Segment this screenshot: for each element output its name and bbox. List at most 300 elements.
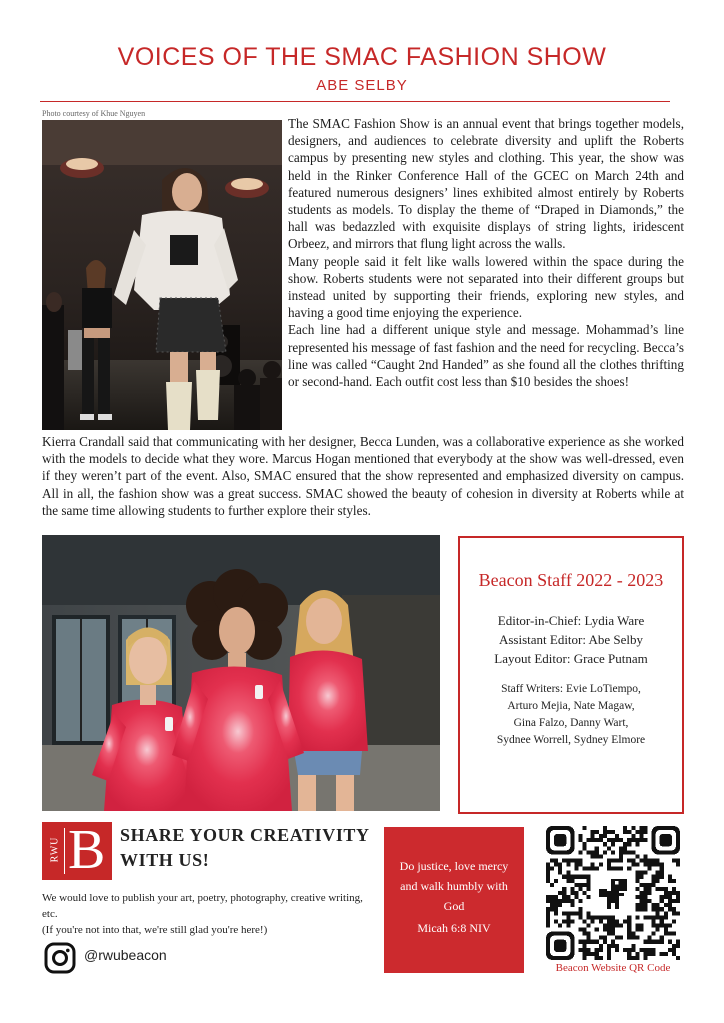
- qr-module: [672, 879, 676, 883]
- qr-module: [607, 915, 611, 919]
- qr-module: [664, 891, 668, 895]
- qr-module: [676, 944, 680, 948]
- qr-caption: Beacon Website QR Code: [555, 962, 671, 974]
- qr-module: [599, 944, 603, 948]
- article-paragraph-2: Many people said it felt like walls lowered within the space during the show. Roberts students were not separated into their different groups but instead united by supporting their friends, exploring new styles, and having a good time enjoying the experience.: [288, 253, 684, 321]
- qr-module: [648, 891, 652, 895]
- qr-module: [595, 940, 599, 944]
- qr-module: [591, 838, 595, 842]
- qr-module: [615, 919, 619, 923]
- qr-module: [635, 936, 639, 940]
- qr-module: [648, 863, 652, 867]
- share-title-line-2: WITH US!: [120, 850, 210, 870]
- qr-module: [554, 919, 558, 923]
- qr-module: [583, 919, 587, 923]
- qr-module: [570, 911, 574, 915]
- qr-module: [615, 936, 619, 940]
- qr-module: [562, 911, 566, 915]
- qr-module: [619, 838, 623, 842]
- qr-module: [558, 867, 562, 871]
- qr-module: [566, 915, 570, 919]
- qr-module: [546, 867, 550, 871]
- qr-module: [595, 952, 599, 956]
- qr-module: [591, 915, 595, 919]
- verse-reference: Micah 6:8 NIV: [417, 921, 491, 935]
- qr-module: [660, 863, 664, 867]
- verse-text: Do justice, love mercy and walk humbly with God: [399, 859, 509, 913]
- qr-module: [607, 838, 611, 842]
- qr-module: [583, 891, 587, 895]
- qr-module: [603, 830, 607, 834]
- qr-module: [643, 883, 647, 887]
- qr-module: [603, 923, 607, 927]
- qr-module: [562, 895, 566, 899]
- qr-module: [595, 850, 599, 854]
- qr-module: [550, 895, 554, 899]
- staff-writers-line: Sydnee Worrell, Sydney Elmore: [496, 734, 646, 746]
- qr-module: [676, 891, 680, 895]
- qr-module: [619, 854, 623, 858]
- qr-module: [635, 842, 639, 846]
- qr-module: [672, 948, 676, 952]
- qr-module: [672, 899, 676, 903]
- qr-module: [546, 871, 550, 875]
- qr-module: [660, 915, 664, 919]
- qr-module: [574, 883, 578, 887]
- qr-module: [595, 928, 599, 932]
- qr-module: [672, 911, 676, 915]
- qr-module: [643, 907, 647, 911]
- qr-module: [639, 875, 643, 879]
- qr-module: [574, 867, 578, 871]
- qr-module: [643, 826, 647, 830]
- qr-module: [550, 867, 554, 871]
- qr-module: [639, 903, 643, 907]
- runway-photo: [42, 120, 282, 430]
- qr-module: [643, 863, 647, 867]
- qr-module: [550, 903, 554, 907]
- qr-module: [627, 932, 631, 936]
- qr-module: [611, 830, 615, 834]
- qr-module: [660, 875, 664, 879]
- qr-code[interactable]: [546, 826, 680, 960]
- qr-module: [587, 883, 591, 887]
- qr-module: [639, 838, 643, 842]
- share-body-line-1: We would love to publish your art, poetry, photography, creative writing, etc.: [42, 892, 363, 920]
- qr-module: [652, 879, 656, 883]
- qr-module: [578, 863, 582, 867]
- qr-module: [546, 895, 550, 899]
- qr-module: [562, 875, 566, 879]
- qr-module: [643, 952, 647, 956]
- qr-module: [643, 887, 647, 891]
- qr-module: [591, 834, 595, 838]
- instagram-handle[interactable]: @rwubeacon: [84, 947, 167, 963]
- qr-module: [664, 887, 668, 891]
- qr-module: [595, 846, 599, 850]
- assistant-editor: Assistant Editor: Abe Selby: [498, 632, 644, 647]
- qr-module: [615, 923, 619, 927]
- qr-module: [656, 879, 660, 883]
- qr-module: [672, 944, 676, 948]
- qr-module: [578, 911, 582, 915]
- qr-module: [652, 875, 656, 879]
- qr-module: [611, 932, 615, 936]
- qr-module: [566, 871, 570, 875]
- share-body-line-2: (If you're not into that, we're still glad you're here!): [42, 924, 268, 936]
- qr-module: [595, 854, 599, 858]
- qr-module: [652, 952, 656, 956]
- qr-module: [583, 846, 587, 850]
- qr-module: [591, 940, 595, 944]
- qr-module: [664, 952, 668, 956]
- qr-module: [607, 944, 611, 948]
- qr-module: [639, 891, 643, 895]
- qr-module: [615, 948, 619, 952]
- qr-module: [631, 944, 635, 948]
- qr-module: [558, 863, 562, 867]
- qr-module: [583, 826, 587, 830]
- qr-module: [615, 944, 619, 948]
- qr-module: [627, 936, 631, 940]
- qr-module: [652, 883, 656, 887]
- qr-module: [639, 834, 643, 838]
- qr-module: [587, 940, 591, 944]
- qr-module: [623, 830, 627, 834]
- qr-module: [656, 911, 660, 915]
- qr-module: [643, 899, 647, 903]
- qr-module: [578, 928, 582, 932]
- qr-module: [550, 907, 554, 911]
- qr-module: [656, 923, 660, 927]
- dino-icon: [595, 875, 632, 912]
- qr-module: [591, 830, 595, 834]
- qr-module: [554, 895, 558, 899]
- qr-module: [643, 858, 647, 862]
- qr-module: [619, 858, 623, 862]
- qr-module: [635, 863, 639, 867]
- qr-module: [574, 891, 578, 895]
- qr-module: [607, 830, 611, 834]
- qr-module: [676, 940, 680, 944]
- qr-module: [591, 952, 595, 956]
- qr-module: [574, 875, 578, 879]
- qr-module: [583, 842, 587, 846]
- qr-module: [595, 915, 599, 919]
- qr-module: [546, 923, 550, 927]
- qr-module: [550, 858, 554, 862]
- qr-module: [643, 940, 647, 944]
- qr-module: [583, 948, 587, 952]
- article-paragraph-3: Each line had a different unique style and message. Mohammad’s line represented his message of fast fashion and the need for recycling. Becca’s line was called “Caught 2nd Handed” as she found all the clothes thrifting or second-hand. Each outfit cost less than $10 besides the shoes!: [288, 322, 684, 390]
- qr-module: [578, 858, 582, 862]
- instagram-icon[interactable]: [44, 942, 76, 974]
- article-title: VOICES OF THE SMAC FASHION SHOW: [117, 43, 607, 71]
- qr-module: [574, 863, 578, 867]
- staff-editors: [460, 611, 682, 668]
- qr-module: [583, 883, 587, 887]
- qr-module: [635, 830, 639, 834]
- staff-writers-line: Arturo Mejia, Nate Magaw,: [507, 700, 635, 712]
- qr-module: [607, 956, 611, 960]
- qr-module: [656, 875, 660, 879]
- qr-module: [635, 903, 639, 907]
- qr-module: [652, 948, 656, 952]
- qr-module: [639, 895, 643, 899]
- qr-module: [648, 915, 652, 919]
- qr-module: [574, 895, 578, 899]
- qr-module: [591, 854, 595, 858]
- qr-module: [583, 952, 587, 956]
- staff-title: Beacon Staff 2022 - 2023: [478, 570, 664, 590]
- qr-module: [611, 850, 615, 854]
- qr-module: [639, 923, 643, 927]
- qr-module: [607, 867, 611, 871]
- verse-box: [384, 827, 524, 973]
- qr-module: [599, 863, 603, 867]
- qr-module: [615, 858, 619, 862]
- qr-module: [611, 858, 615, 862]
- qr-module: [668, 899, 672, 903]
- qr-module: [639, 830, 643, 834]
- qr-module: [619, 923, 623, 927]
- qr-module: [558, 923, 562, 927]
- qr-module: [643, 948, 647, 952]
- qr-module: [583, 928, 587, 932]
- qr-module: [607, 948, 611, 952]
- qr-module: [652, 940, 656, 944]
- qr-module: [652, 907, 656, 911]
- qr-module: [554, 863, 558, 867]
- qr-module: [656, 871, 660, 875]
- qr-module: [595, 956, 599, 960]
- share-title: [120, 823, 370, 873]
- qr-module: [578, 940, 582, 944]
- qr-module: [587, 932, 591, 936]
- qr-module: [587, 948, 591, 952]
- qr-module: [631, 936, 635, 940]
- qr-module: [648, 936, 652, 940]
- qr-module: [639, 858, 643, 862]
- qr-module: [668, 879, 672, 883]
- qr-module: [623, 919, 627, 923]
- qr-module: [603, 928, 607, 932]
- article-full-width: [42, 433, 684, 519]
- qr-module: [578, 834, 582, 838]
- qr-module: [570, 887, 574, 891]
- qr-module: [635, 952, 639, 956]
- qr-module: [562, 887, 566, 891]
- qr-module: [643, 838, 647, 842]
- qr-module: [570, 891, 574, 895]
- qr-module: [554, 899, 558, 903]
- qr-module: [566, 875, 570, 879]
- qr-module: [627, 830, 631, 834]
- qr-module: [595, 867, 599, 871]
- qr-module: [668, 948, 672, 952]
- qr-module: [652, 903, 656, 907]
- qr-module: [546, 899, 550, 903]
- qr-module: [635, 956, 639, 960]
- qr-module: [546, 875, 550, 879]
- qr-module: [587, 911, 591, 915]
- qr-module: [570, 879, 574, 883]
- editor-in-chief: Editor-in-Chief: Lydia Ware: [497, 613, 645, 628]
- qr-module: [558, 871, 562, 875]
- qr-module: [648, 883, 652, 887]
- qr-module: [623, 948, 627, 952]
- qr-module: [660, 895, 664, 899]
- qr-module: [562, 891, 566, 895]
- qr-module: [652, 932, 656, 936]
- qr-module: [587, 923, 591, 927]
- qr-module: [570, 903, 574, 907]
- qr-module: [631, 956, 635, 960]
- qr-module: [672, 907, 676, 911]
- qr-module: [676, 858, 680, 862]
- qr-module: [599, 936, 603, 940]
- qr-module: [664, 895, 668, 899]
- qr-module: [587, 915, 591, 919]
- qr-module: [566, 923, 570, 927]
- qr-module: [627, 867, 631, 871]
- qr-module: [611, 838, 615, 842]
- qr-module: [619, 846, 623, 850]
- qr-module: [656, 903, 660, 907]
- qr-module: [583, 867, 587, 871]
- qr-module: [627, 956, 631, 960]
- qr-module: [607, 863, 611, 867]
- qr-module: [635, 923, 639, 927]
- qr-module: [656, 907, 660, 911]
- qr-module: [599, 834, 603, 838]
- qr-module: [574, 911, 578, 915]
- qr-module: [587, 952, 591, 956]
- qr-module: [631, 850, 635, 854]
- qr-module: [607, 923, 611, 927]
- qr-module: [546, 911, 550, 915]
- qr-module: [578, 850, 582, 854]
- qr-module: [619, 850, 623, 854]
- qr-module: [587, 875, 591, 879]
- qr-module: [578, 838, 582, 842]
- qr-module: [603, 826, 607, 830]
- article-column: [288, 115, 684, 390]
- qr-module: [587, 879, 591, 883]
- qr-module: [643, 854, 647, 858]
- qr-module: [546, 915, 550, 919]
- qr-module: [643, 830, 647, 834]
- qr-module: [631, 826, 635, 830]
- qr-module: [578, 948, 582, 952]
- qr-module: [599, 948, 603, 952]
- qr-module: [660, 899, 664, 903]
- qr-module: [566, 899, 570, 903]
- article-author: ABE SELBY: [316, 77, 408, 94]
- qr-module: [603, 940, 607, 944]
- qr-module: [639, 883, 643, 887]
- qr-module: [587, 838, 591, 842]
- qr-module: [668, 907, 672, 911]
- qr-module: [639, 907, 643, 911]
- qr-module: [623, 850, 627, 854]
- qr-module: [676, 895, 680, 899]
- qr-module: [595, 830, 599, 834]
- rwu-logo: [42, 819, 112, 881]
- staff-box: [458, 536, 684, 814]
- qr-module: [578, 887, 582, 891]
- qr-module: [652, 923, 656, 927]
- qr-module: [676, 899, 680, 903]
- qr-module: [554, 879, 558, 883]
- qr-module: [587, 895, 591, 899]
- qr-module: [664, 923, 668, 927]
- qr-module: [627, 952, 631, 956]
- qr-module: [578, 883, 582, 887]
- staff-writers: [478, 681, 664, 749]
- qr-module: [643, 915, 647, 919]
- qr-module: [627, 842, 631, 846]
- qr-module: [615, 834, 619, 838]
- qr-module: [599, 915, 603, 919]
- qr-module: [611, 842, 615, 846]
- qr-module: [660, 923, 664, 927]
- qr-module: [570, 919, 574, 923]
- qr-module: [595, 838, 599, 842]
- qr-module: [615, 838, 619, 842]
- qr-module: [554, 858, 558, 862]
- rwu-logo-letter: B: [68, 819, 106, 881]
- qr-module: [550, 899, 554, 903]
- qr-module: [643, 956, 647, 960]
- qr-module: [635, 928, 639, 932]
- qr-module: [668, 940, 672, 944]
- qr-module: [639, 871, 643, 875]
- qr-module: [583, 875, 587, 879]
- staff-photo: [42, 535, 440, 811]
- qr-module: [599, 956, 603, 960]
- qr-module: [664, 932, 668, 936]
- layout-editor: Layout Editor: Grace Putnam: [494, 651, 648, 666]
- qr-module: [611, 867, 615, 871]
- qr-module: [607, 932, 611, 936]
- qr-module: [652, 919, 656, 923]
- qr-module: [566, 863, 570, 867]
- qr-module: [635, 875, 639, 879]
- qr-module: [603, 834, 607, 838]
- qr-module: [631, 948, 635, 952]
- qr-module: [578, 899, 582, 903]
- qr-module: [676, 863, 680, 867]
- qr-module: [672, 919, 676, 923]
- qr-module: [570, 899, 574, 903]
- qr-module: [587, 850, 591, 854]
- qr-module: [656, 915, 660, 919]
- qr-module: [546, 919, 550, 923]
- qr-module: [672, 932, 676, 936]
- article-paragraph-1: The SMAC Fashion Show is an annual event that brings together models, designers, and audiences to celebrate diversity and uplift the Roberts campus by presenting new styles and clothing. This year, the show was held in the Rinker Conference Hall of the GCEC on March 24th and featured numerous designers’ lines exhibited almost entirely by Roberts students as models. To display the theme of “Draped in Diamonds,” the hall was bedazzled with exquisite displays of string lights, iridescent Orbeez, and mirrors that flung light across the walls.: [288, 116, 684, 252]
- qr-module: [668, 932, 672, 936]
- qr-module: [578, 875, 582, 879]
- qr-module: [668, 891, 672, 895]
- qr-module: [660, 940, 664, 944]
- qr-module: [550, 883, 554, 887]
- qr-module: [615, 867, 619, 871]
- qr-module: [635, 854, 639, 858]
- qr-module: [672, 952, 676, 956]
- qr-module: [546, 879, 550, 883]
- qr-module: [595, 948, 599, 952]
